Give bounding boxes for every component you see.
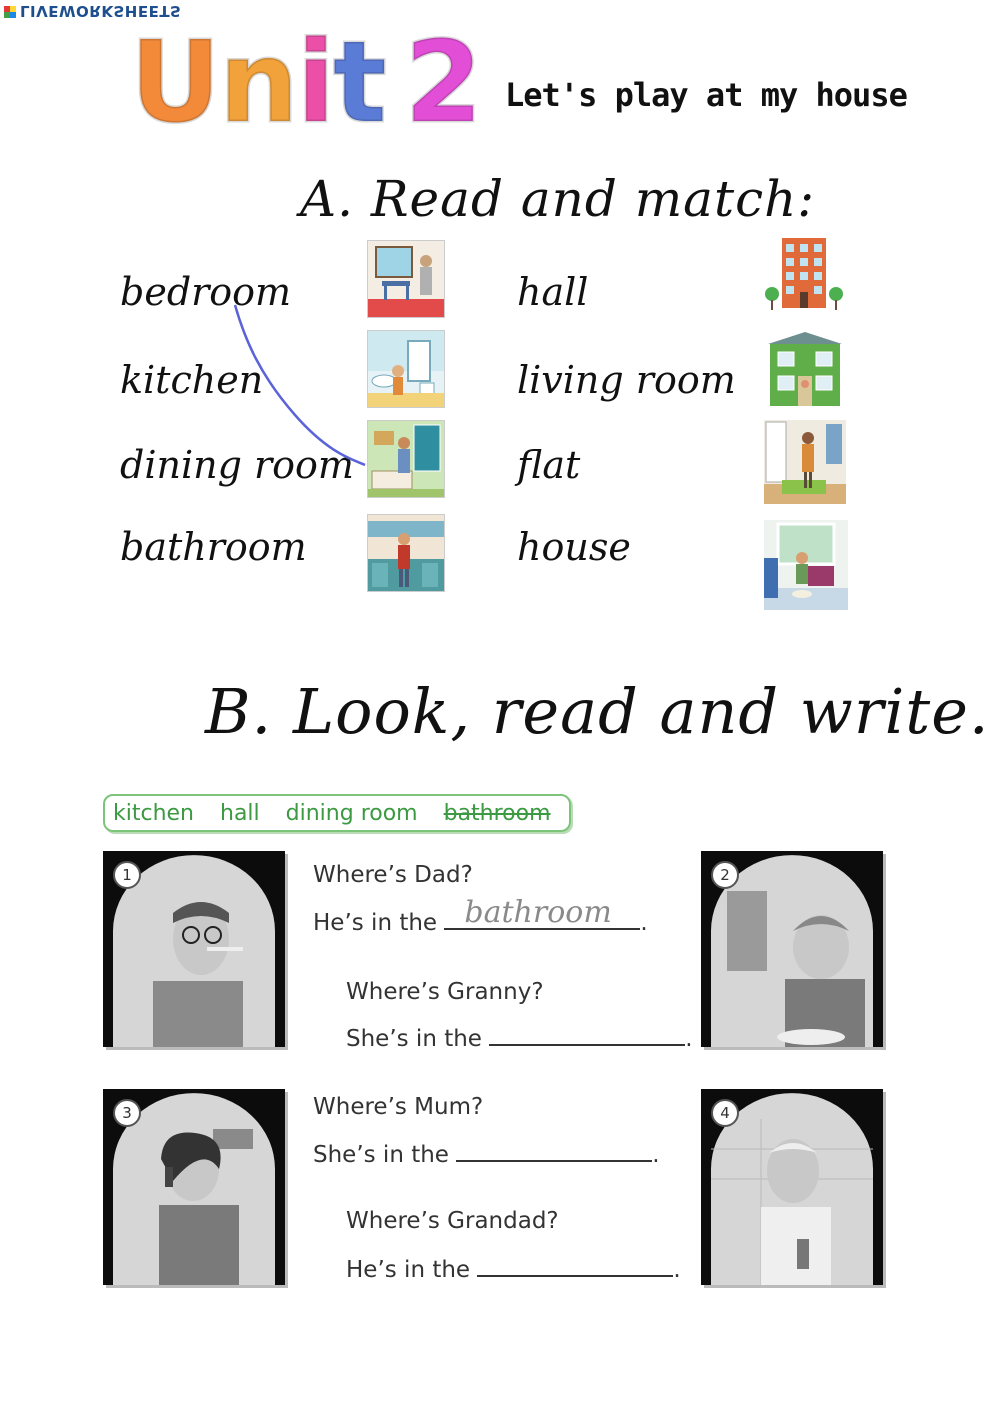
answer-blank[interactable] — [489, 1022, 685, 1046]
word-bank-item: kitchen — [113, 800, 194, 826]
room-picture-bathroom[interactable] — [367, 330, 445, 408]
match-word-left[interactable]: bedroom — [120, 270, 292, 314]
answer-prefix: He’s in the — [346, 1257, 471, 1283]
unit-letter: n — [218, 18, 297, 148]
answer-blank[interactable] — [477, 1253, 673, 1277]
question-text: Where’s Dad? — [313, 862, 473, 888]
unit-letter: U — [130, 18, 219, 148]
question-text: Where’s Mum? — [313, 1094, 484, 1120]
word-bank-item: dining room — [285, 800, 418, 826]
answer-prefix: She’s in the — [313, 1142, 449, 1168]
item-number-badge: 3 — [113, 1099, 141, 1127]
watermark-text: LIVEWORKSHEETS — [20, 2, 182, 20]
unit-letter: t — [333, 18, 385, 148]
word-bank-item-used: bathroom — [443, 800, 551, 826]
section-b-title: B. Look, read and write. — [205, 675, 990, 748]
answer-prefix: She’s in the — [346, 1026, 482, 1052]
match-word-right[interactable]: hall — [517, 270, 589, 314]
word-bank — [103, 794, 571, 832]
match-word-left[interactable]: kitchen — [120, 358, 264, 402]
item-number-badge: 1 — [113, 861, 141, 889]
unit-subtitle: Let's play at my house — [505, 76, 907, 114]
question-text: Where’s Grandad? — [346, 1208, 559, 1234]
match-word-right[interactable]: house — [517, 525, 631, 569]
match-line — [225, 300, 375, 470]
question-text: Where’s Granny? — [346, 979, 544, 1005]
room-picture-kitchen[interactable] — [367, 514, 445, 592]
room-picture-bedroom[interactable] — [367, 420, 445, 498]
match-word-left[interactable]: dining room — [120, 443, 354, 487]
item-number-badge: 4 — [711, 1099, 739, 1127]
answer-text: bathroom — [464, 895, 612, 930]
answer-prefix: He’s in the — [313, 910, 438, 936]
word-bank-item: hall — [220, 800, 260, 826]
unit-letter: i — [296, 18, 334, 148]
answer-row: He’s in the bathroom . — [313, 895, 648, 936]
item-number-badge: 2 — [711, 861, 739, 889]
unit-letter: 2 — [404, 18, 481, 148]
answer-row: She’s in the . — [313, 1138, 660, 1168]
section-a-title: A. Read and match: — [300, 170, 816, 228]
room-picture-living-room[interactable] — [764, 520, 848, 610]
answer-blank[interactable] — [456, 1138, 652, 1162]
match-word-left[interactable]: bathroom — [120, 525, 307, 569]
room-picture-hall[interactable] — [764, 420, 846, 504]
room-picture-dining-room[interactable] — [367, 240, 445, 318]
answer-row: She’s in the . — [346, 1022, 693, 1052]
match-word-right[interactable]: flat — [517, 443, 581, 487]
room-picture-house[interactable] — [764, 330, 846, 408]
answer-blank[interactable] — [444, 895, 640, 930]
watermark-logo-icon — [4, 6, 16, 18]
match-word-right[interactable]: living room — [517, 358, 736, 402]
answer-row: He’s in the . — [346, 1253, 681, 1283]
room-picture-flat[interactable] — [764, 234, 844, 314]
unit-title — [130, 18, 481, 148]
